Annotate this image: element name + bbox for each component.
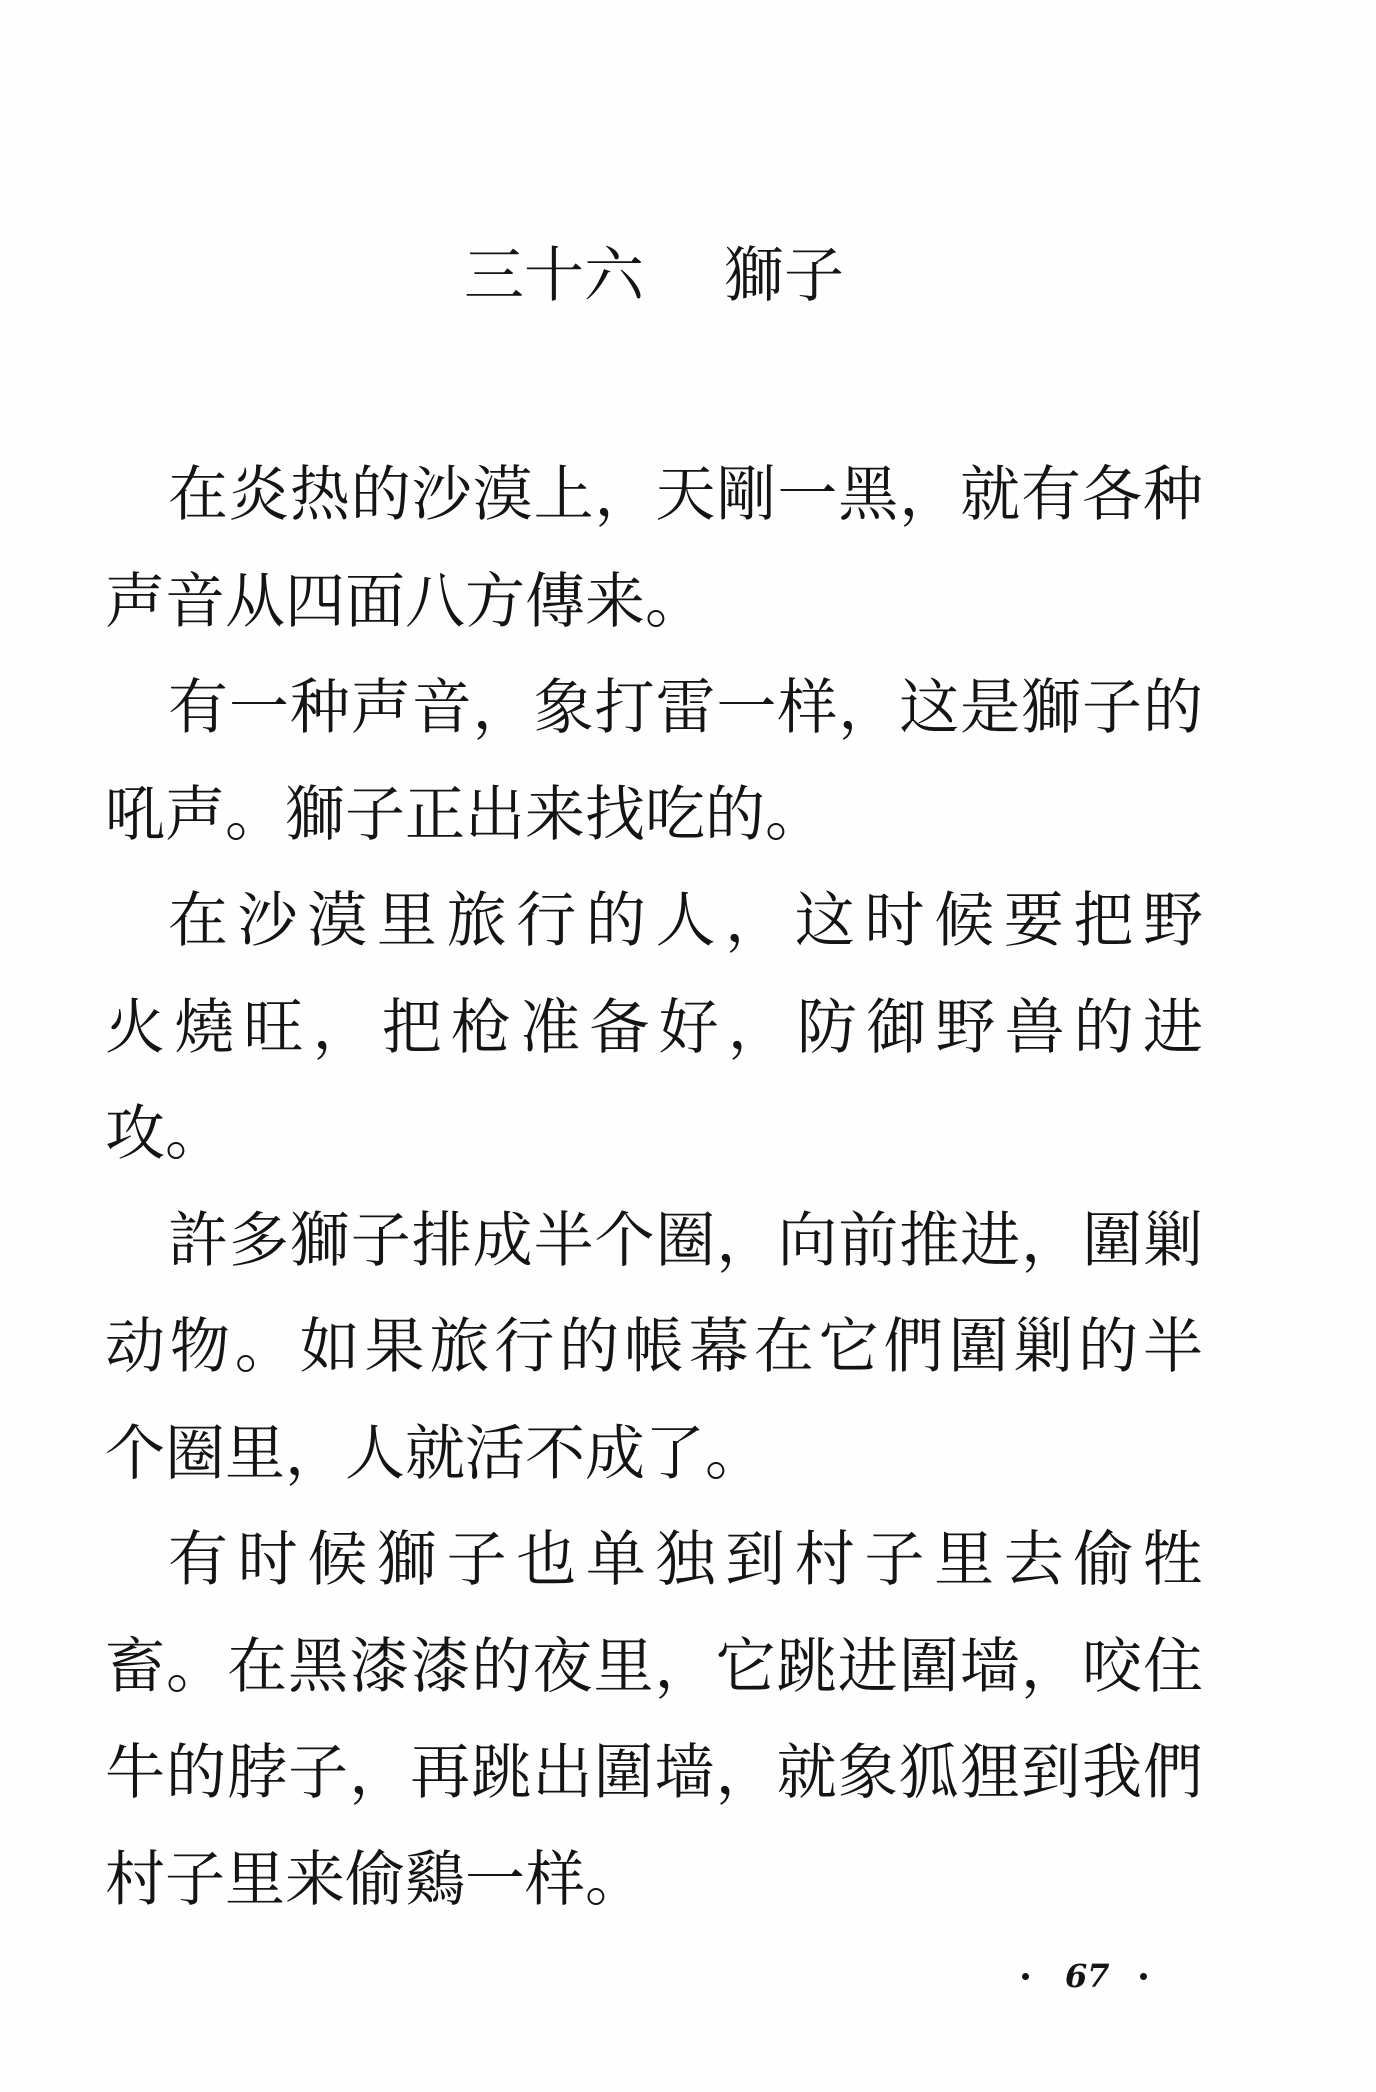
text-line: 在炎热的沙漠上，天剛一黑，就有各种 (168, 460, 1203, 530)
text-line: 牛的脖子，再跳出圍墙，就象狐狸到我們 (105, 1738, 1203, 1808)
text-line: 許多獅子排成半个圈，向前推进，圍剿 (168, 1205, 1203, 1276)
text-line: 有时候獅子也单独到村子里去偷牲 (168, 1525, 1203, 1595)
paragraph (105, 1188, 1203, 1508)
page-number-ornament-right (1140, 1973, 1147, 1980)
chapter-title: 獅子 (724, 241, 844, 311)
text-line: 畜。在黑漆漆的夜里，它跳进圍墙，咬住 (105, 1631, 1203, 1702)
chapter-heading (464, 236, 844, 316)
page-number (1022, 1956, 1147, 1996)
paragraph (105, 1507, 1203, 1933)
text-line: 村子里来偷鷄一样。 (105, 1844, 645, 1915)
text-line: 火燒旺，把枪准备好，防御野兽的进 (105, 992, 1203, 1063)
text-line: 吼声。獅子正出来找吃的。 (105, 779, 825, 850)
chapter-number: 三十六 (464, 241, 644, 311)
body-text (105, 442, 1203, 1933)
text-line: 个圈里，人就活不成了。 (105, 1418, 765, 1489)
text-line: 在沙漠里旅行的人，这时候要把野 (168, 886, 1203, 956)
page-number-ornament-left (1022, 1973, 1029, 1980)
paragraph (105, 655, 1203, 868)
text-line: 声音从四面八方傳来。 (105, 566, 705, 637)
paragraph (105, 442, 1203, 655)
text-line: 有一种声音，象打雷一样，这是獅子的 (168, 673, 1203, 743)
text-line: 动物。如果旅行的帳幕在它們圍剿的半 (105, 1312, 1203, 1382)
paragraph (105, 868, 1203, 1188)
page-number-value: 67 (1065, 1957, 1110, 1995)
text-line: 攻。 (105, 1099, 225, 1169)
